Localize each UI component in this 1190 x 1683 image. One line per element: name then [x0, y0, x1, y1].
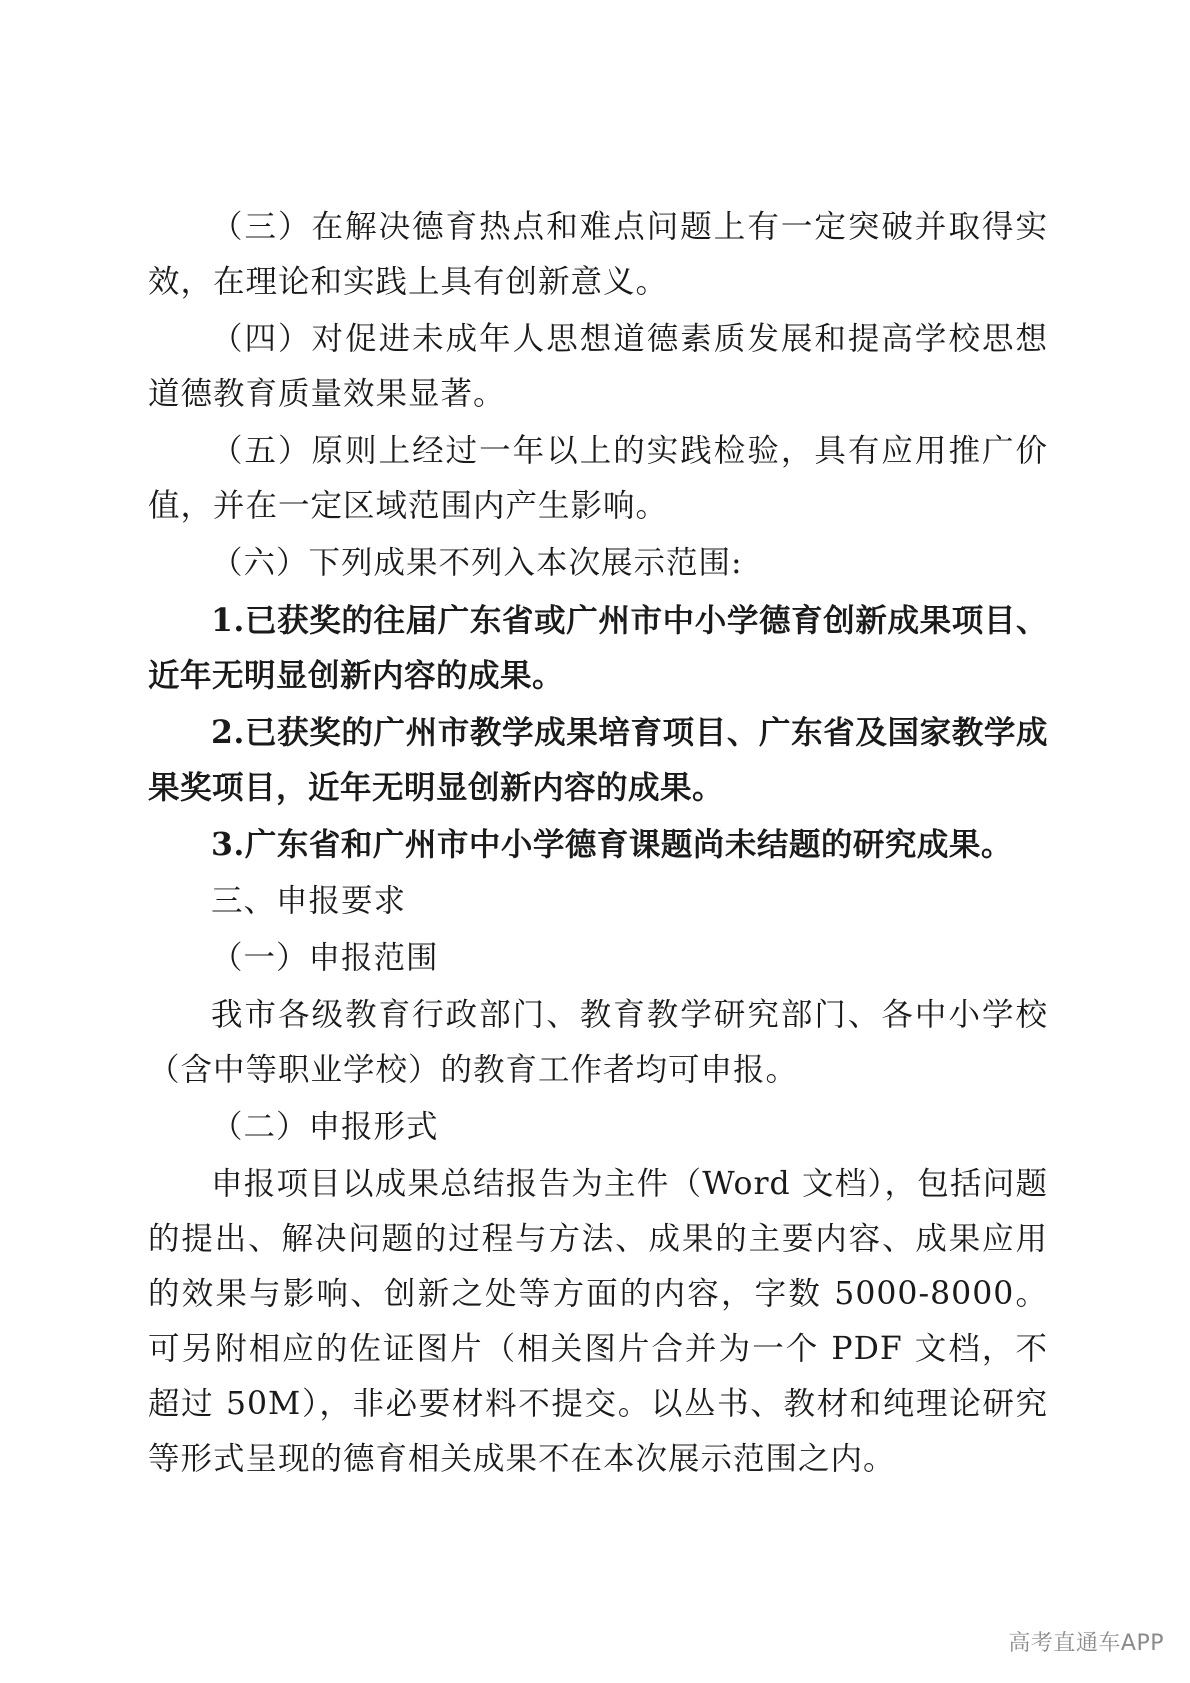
subheading-form: （二）申报形式: [211, 1109, 439, 1145]
paragraph-criterion-5: （五）原则上经过一年以上的实践检验，具有应用推广价值，并在一定区域范围内产生影响。: [148, 433, 1048, 524]
paragraph-criterion-6: （六）下列成果不列入本次展示范围:: [211, 545, 743, 581]
exclusion-item-3: 3.广东省和广州市中小学德育课题尚未结题的研究成果。: [211, 826, 1013, 863]
exclusion-item-2: 2.已获奖的广州市教学成果培育项目、广东省及国家教学成果奖项目，近年无明显创新内容的成果。: [148, 714, 1048, 806]
subheading-scope: （一）申报范围: [211, 940, 439, 976]
paragraph-form: 申报项目以成果总结报告为主件（Word 文档），包括问题的提出、解决问题的过程与方法、成果的主要内容、成果应用的效果与影响、创新之处等方面的内容，字数 5000-8000。可另附相应的佐证图片（相关图片合并为一个 PDF 文档，不超过 50M），非必要材料不提交。以丛书、教材和纯理论研究等形式呈现的德育相关成果不在本次展示范围之内。: [148, 1166, 1048, 1477]
paragraph-criterion-4: （四）对促进未成年人思想道德素质发展和提高学校思想道德教育质量效果显著。: [148, 321, 1048, 412]
document-body: [148, 200, 1048, 1489]
paragraph-criterion-3: （三）在解决德育热点和难点问题上有一定突破并取得实效，在理论和实践上具有创新意义。: [148, 209, 1048, 300]
watermark-text: 高考直通车APP: [1008, 1631, 1164, 1656]
section-heading-requirements: 三、申报要求: [211, 883, 407, 919]
exclusion-item-1: 1.已获奖的往届广东省或广州市中小学德育创新成果项目、近年无明显创新内容的成果。: [148, 602, 1048, 694]
paragraph-scope: 我市各级教育行政部门、教育教学研究部门、各中小学校（含中等职业学校）的教育工作者均可申报。: [148, 997, 1048, 1088]
